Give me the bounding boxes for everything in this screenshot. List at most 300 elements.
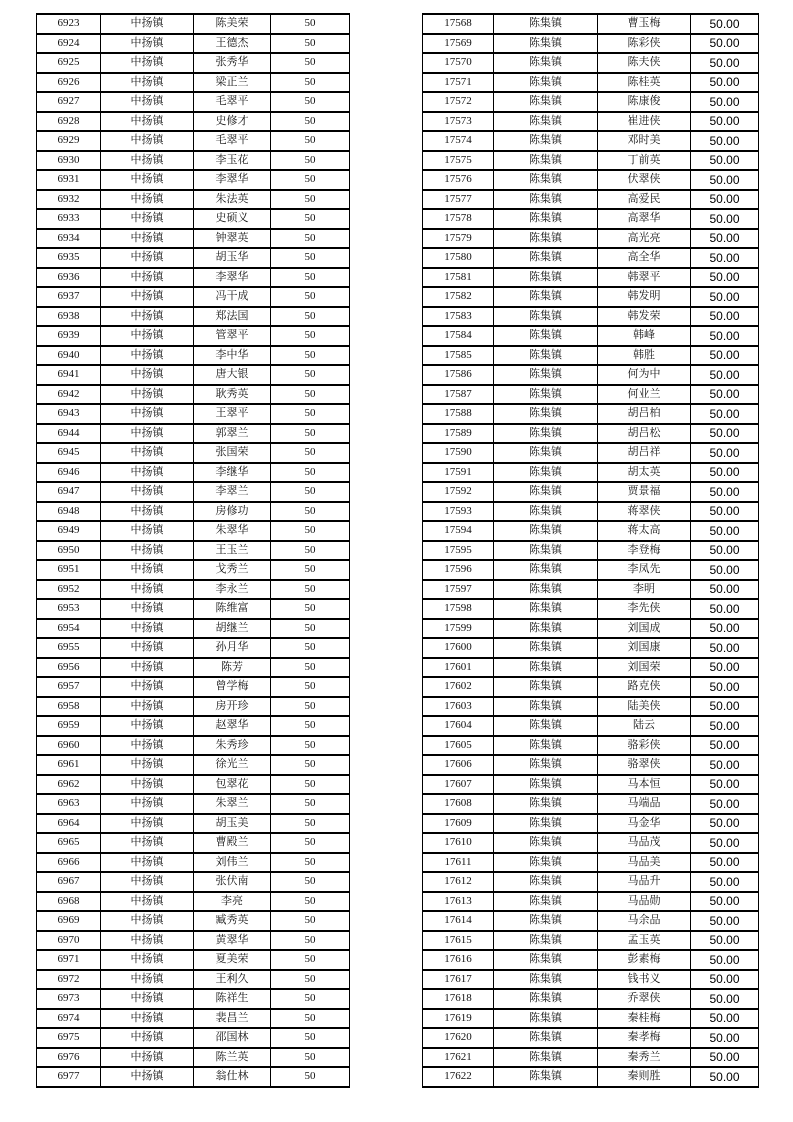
- cell-amount: 50.00: [691, 638, 759, 658]
- cell-id: 6964: [37, 814, 101, 834]
- cell-amount: 50: [271, 326, 350, 346]
- cell-town: 中扬镇: [101, 872, 194, 892]
- cell-name: 李翠华: [194, 268, 271, 288]
- cell-amount: 50.00: [691, 131, 759, 151]
- cell-amount: 50: [271, 833, 350, 853]
- cell-id: 17597: [423, 580, 494, 600]
- cell-amount: 50.00: [691, 794, 759, 814]
- cell-id: 6977: [37, 1067, 101, 1087]
- cell-amount: 50: [271, 658, 350, 678]
- cell-name: 邓时美: [598, 131, 691, 151]
- cell-name: 伏翠侠: [598, 170, 691, 190]
- cell-name: 李永兰: [194, 580, 271, 600]
- cell-id: 6944: [37, 424, 101, 444]
- cell-name: 胡吕松: [598, 424, 691, 444]
- cell-name: 马余品: [598, 911, 691, 931]
- cell-town: 中扬镇: [101, 73, 194, 93]
- cell-amount: 50.00: [691, 931, 759, 951]
- cell-amount: 50: [271, 229, 350, 249]
- cell-name: 朱翠华: [194, 521, 271, 541]
- table-row: [423, 853, 759, 873]
- table-row: [423, 560, 759, 580]
- cell-name: 毛翠平: [194, 131, 271, 151]
- cell-id: 17569: [423, 34, 494, 54]
- table-row: [423, 521, 759, 541]
- table-row: [423, 385, 759, 405]
- cell-id: 17622: [423, 1067, 494, 1087]
- table-row: [37, 697, 350, 717]
- cell-id: 6923: [37, 14, 101, 34]
- cell-town: 中扬镇: [101, 365, 194, 385]
- table-row: [37, 502, 350, 522]
- table-row: [423, 209, 759, 229]
- table-row: [37, 463, 350, 483]
- cell-amount: 50.00: [691, 560, 759, 580]
- cell-town: 陈集镇: [494, 112, 598, 132]
- cell-amount: 50.00: [691, 404, 759, 424]
- cell-name: 戈秀兰: [194, 560, 271, 580]
- table-row: [423, 248, 759, 268]
- cell-id: 6966: [37, 853, 101, 873]
- roster-table-right: [422, 13, 759, 1088]
- cell-name: 陈夫侠: [598, 53, 691, 73]
- cell-town: 中扬镇: [101, 736, 194, 756]
- table-row: [423, 580, 759, 600]
- table-row: [37, 658, 350, 678]
- cell-amount: 50.00: [691, 1048, 759, 1068]
- cell-name: 陈祥生: [194, 989, 271, 1009]
- cell-amount: 50.00: [691, 872, 759, 892]
- cell-town: 陈集镇: [494, 92, 598, 112]
- cell-town: 陈集镇: [494, 385, 598, 405]
- cell-amount: 50: [271, 560, 350, 580]
- table-row: [423, 1048, 759, 1068]
- cell-id: 17577: [423, 190, 494, 210]
- cell-amount: 50.00: [691, 385, 759, 405]
- table-row: [37, 872, 350, 892]
- table-row: [423, 170, 759, 190]
- cell-town: 陈集镇: [494, 287, 598, 307]
- cell-amount: 50.00: [691, 599, 759, 619]
- table-row: [37, 599, 350, 619]
- cell-town: 中扬镇: [101, 14, 194, 34]
- cell-town: 中扬镇: [101, 482, 194, 502]
- cell-amount: 50: [271, 365, 350, 385]
- cell-amount: 50.00: [691, 580, 759, 600]
- table-row: [37, 853, 350, 873]
- cell-name: 张秀华: [194, 53, 271, 73]
- cell-name: 李先侠: [598, 599, 691, 619]
- cell-town: 陈集镇: [494, 34, 598, 54]
- cell-name: 耿秀英: [194, 385, 271, 405]
- cell-town: 陈集镇: [494, 560, 598, 580]
- cell-town: 中扬镇: [101, 424, 194, 444]
- cell-amount: 50.00: [691, 112, 759, 132]
- cell-amount: 50: [271, 697, 350, 717]
- cell-town: 陈集镇: [494, 53, 598, 73]
- table-row: [37, 151, 350, 171]
- cell-amount: 50.00: [691, 443, 759, 463]
- cell-name: 蒋太高: [598, 521, 691, 541]
- cell-id: 6933: [37, 209, 101, 229]
- table-row: [423, 287, 759, 307]
- cell-town: 陈集镇: [494, 677, 598, 697]
- table-row: [37, 1048, 350, 1068]
- cell-name: 陆美侠: [598, 697, 691, 717]
- cell-town: 中扬镇: [101, 892, 194, 912]
- table-row: [37, 736, 350, 756]
- cell-amount: 50.00: [691, 502, 759, 522]
- table-row: [423, 502, 759, 522]
- cell-id: 6973: [37, 989, 101, 1009]
- roster-table-right-body: [423, 14, 759, 1087]
- cell-amount: 50: [271, 404, 350, 424]
- table-row: [37, 190, 350, 210]
- cell-id: 6976: [37, 1048, 101, 1068]
- cell-town: 中扬镇: [101, 463, 194, 483]
- cell-town: 陈集镇: [494, 599, 598, 619]
- cell-name: 陆云: [598, 716, 691, 736]
- cell-name: 何为中: [598, 365, 691, 385]
- table-row: [423, 463, 759, 483]
- cell-id: 17604: [423, 716, 494, 736]
- cell-id: 17574: [423, 131, 494, 151]
- table-row: [423, 404, 759, 424]
- cell-name: 秦秀兰: [598, 1048, 691, 1068]
- cell-id: 17617: [423, 970, 494, 990]
- table-row: [423, 794, 759, 814]
- cell-town: 中扬镇: [101, 131, 194, 151]
- table-row: [423, 697, 759, 717]
- table-row: [37, 346, 350, 366]
- cell-name: 王翠平: [194, 404, 271, 424]
- table-row: [37, 794, 350, 814]
- cell-town: 陈集镇: [494, 658, 598, 678]
- table-row: [423, 814, 759, 834]
- cell-town: 中扬镇: [101, 697, 194, 717]
- cell-amount: 50: [271, 463, 350, 483]
- cell-town: 中扬镇: [101, 326, 194, 346]
- cell-town: 中扬镇: [101, 638, 194, 658]
- cell-town: 陈集镇: [494, 307, 598, 327]
- cell-id: 6956: [37, 658, 101, 678]
- cell-name: 彭素梅: [598, 950, 691, 970]
- cell-amount: 50.00: [691, 190, 759, 210]
- cell-id: 6958: [37, 697, 101, 717]
- cell-amount: 50.00: [691, 92, 759, 112]
- cell-amount: 50.00: [691, 677, 759, 697]
- cell-id: 6942: [37, 385, 101, 405]
- cell-name: 李凤先: [598, 560, 691, 580]
- table-row: [423, 872, 759, 892]
- cell-amount: 50: [271, 521, 350, 541]
- cell-town: 陈集镇: [494, 580, 598, 600]
- cell-name: 陈芳: [194, 658, 271, 678]
- cell-name: 刘国成: [598, 619, 691, 639]
- cell-amount: 50: [271, 190, 350, 210]
- cell-amount: 50.00: [691, 463, 759, 483]
- cell-id: 17579: [423, 229, 494, 249]
- cell-name: 房开珍: [194, 697, 271, 717]
- cell-name: 何业兰: [598, 385, 691, 405]
- cell-town: 陈集镇: [494, 1028, 598, 1048]
- cell-amount: 50: [271, 92, 350, 112]
- cell-name: 胡玉华: [194, 248, 271, 268]
- cell-id: 6925: [37, 53, 101, 73]
- cell-amount: 50: [271, 1048, 350, 1068]
- cell-town: 中扬镇: [101, 970, 194, 990]
- cell-id: 17601: [423, 658, 494, 678]
- cell-id: 17575: [423, 151, 494, 171]
- table-row: [423, 950, 759, 970]
- cell-town: 中扬镇: [101, 560, 194, 580]
- table-row: [37, 131, 350, 151]
- cell-town: 中扬镇: [101, 34, 194, 54]
- cell-id: 17588: [423, 404, 494, 424]
- cell-name: 包翠花: [194, 775, 271, 795]
- table-row: [37, 209, 350, 229]
- cell-town: 陈集镇: [494, 697, 598, 717]
- cell-id: 17595: [423, 541, 494, 561]
- table-row: [37, 560, 350, 580]
- cell-name: 韩胜: [598, 346, 691, 366]
- cell-id: 6927: [37, 92, 101, 112]
- table-row: [423, 1067, 759, 1087]
- cell-name: 王玉兰: [194, 541, 271, 561]
- cell-id: 17600: [423, 638, 494, 658]
- cell-amount: 50: [271, 131, 350, 151]
- cell-id: 6939: [37, 326, 101, 346]
- cell-name: 李中华: [194, 346, 271, 366]
- cell-town: 中扬镇: [101, 989, 194, 1009]
- cell-name: 钟翠英: [194, 229, 271, 249]
- cell-amount: 50: [271, 307, 350, 327]
- cell-name: 秦孝梅: [598, 1028, 691, 1048]
- cell-name: 黄翠华: [194, 931, 271, 951]
- table-row: [423, 112, 759, 132]
- cell-amount: 50.00: [691, 209, 759, 229]
- cell-town: 中扬镇: [101, 404, 194, 424]
- cell-name: 陈康俊: [598, 92, 691, 112]
- cell-amount: 50: [271, 638, 350, 658]
- table-row: [37, 365, 350, 385]
- cell-amount: 50.00: [691, 736, 759, 756]
- cell-name: 朱秀珍: [194, 736, 271, 756]
- cell-name: 高爱民: [598, 190, 691, 210]
- cell-name: 骆彩侠: [598, 736, 691, 756]
- cell-id: 17591: [423, 463, 494, 483]
- cell-name: 郑法国: [194, 307, 271, 327]
- cell-name: 胡继兰: [194, 619, 271, 639]
- cell-amount: 50.00: [691, 1067, 759, 1087]
- cell-amount: 50: [271, 736, 350, 756]
- table-row: [423, 931, 759, 951]
- table-row: [423, 775, 759, 795]
- cell-name: 刘国康: [598, 638, 691, 658]
- cell-id: 17607: [423, 775, 494, 795]
- cell-amount: 50.00: [691, 307, 759, 327]
- cell-name: 翁仕林: [194, 1067, 271, 1087]
- cell-town: 陈集镇: [494, 326, 598, 346]
- cell-amount: 50: [271, 541, 350, 561]
- table-row: [423, 911, 759, 931]
- cell-id: 6961: [37, 755, 101, 775]
- cell-id: 6941: [37, 365, 101, 385]
- table-row: [423, 229, 759, 249]
- table-row: [423, 73, 759, 93]
- cell-town: 陈集镇: [494, 872, 598, 892]
- cell-amount: 50.00: [691, 170, 759, 190]
- cell-id: 17593: [423, 502, 494, 522]
- cell-id: 6953: [37, 599, 101, 619]
- cell-id: 17584: [423, 326, 494, 346]
- cell-id: 17581: [423, 268, 494, 288]
- cell-name: 李翠兰: [194, 482, 271, 502]
- cell-amount: 50: [271, 716, 350, 736]
- cell-id: 17609: [423, 814, 494, 834]
- cell-id: 6955: [37, 638, 101, 658]
- cell-town: 陈集镇: [494, 775, 598, 795]
- cell-town: 中扬镇: [101, 385, 194, 405]
- cell-name: 胡太英: [598, 463, 691, 483]
- cell-amount: 50: [271, 112, 350, 132]
- cell-amount: 50: [271, 151, 350, 171]
- cell-amount: 50: [271, 482, 350, 502]
- cell-id: 6950: [37, 541, 101, 561]
- table-row: [37, 541, 350, 561]
- cell-id: 17619: [423, 1009, 494, 1029]
- cell-town: 陈集镇: [494, 502, 598, 522]
- table-row: [37, 892, 350, 912]
- table-row: [37, 424, 350, 444]
- cell-amount: 50: [271, 814, 350, 834]
- cell-amount: 50: [271, 170, 350, 190]
- cell-name: 马品美: [598, 853, 691, 873]
- cell-name: 史修才: [194, 112, 271, 132]
- cell-amount: 50.00: [691, 989, 759, 1009]
- cell-id: 6928: [37, 112, 101, 132]
- table-row: [37, 580, 350, 600]
- cell-name: 马品升: [598, 872, 691, 892]
- cell-id: 6952: [37, 580, 101, 600]
- table-row: [37, 755, 350, 775]
- cell-id: 6948: [37, 502, 101, 522]
- cell-amount: 50.00: [691, 950, 759, 970]
- cell-amount: 50.00: [691, 248, 759, 268]
- cell-town: 中扬镇: [101, 1009, 194, 1029]
- cell-amount: 50.00: [691, 775, 759, 795]
- cell-id: 6963: [37, 794, 101, 814]
- cell-id: 17568: [423, 14, 494, 34]
- cell-id: 17576: [423, 170, 494, 190]
- cell-id: 17586: [423, 365, 494, 385]
- cell-id: 6934: [37, 229, 101, 249]
- cell-name: 曾学梅: [194, 677, 271, 697]
- cell-id: 17583: [423, 307, 494, 327]
- cell-amount: 50: [271, 287, 350, 307]
- cell-name: 徐光兰: [194, 755, 271, 775]
- cell-town: 中扬镇: [101, 209, 194, 229]
- table-row: [423, 92, 759, 112]
- cell-name: 张国荣: [194, 443, 271, 463]
- cell-name: 崔进侠: [598, 112, 691, 132]
- cell-town: 中扬镇: [101, 775, 194, 795]
- roster-table-left: [36, 13, 350, 1088]
- cell-amount: 50: [271, 911, 350, 931]
- cell-amount: 50.00: [691, 911, 759, 931]
- cell-id: 6970: [37, 931, 101, 951]
- cell-id: 6949: [37, 521, 101, 541]
- cell-id: 6969: [37, 911, 101, 931]
- cell-amount: 50: [271, 14, 350, 34]
- cell-amount: 50: [271, 443, 350, 463]
- cell-name: 路克侠: [598, 677, 691, 697]
- table-row: [423, 53, 759, 73]
- cell-town: 陈集镇: [494, 131, 598, 151]
- cell-name: 毛翠平: [194, 92, 271, 112]
- table-row: [423, 307, 759, 327]
- cell-name: 李明: [598, 580, 691, 600]
- table-row: [423, 989, 759, 1009]
- cell-id: 6924: [37, 34, 101, 54]
- cell-amount: 50.00: [691, 658, 759, 678]
- cell-id: 6926: [37, 73, 101, 93]
- table-row: [423, 151, 759, 171]
- cell-id: 17614: [423, 911, 494, 931]
- cell-id: 17578: [423, 209, 494, 229]
- cell-town: 陈集镇: [494, 833, 598, 853]
- table-row: [423, 736, 759, 756]
- cell-id: 6943: [37, 404, 101, 424]
- cell-name: 管翠平: [194, 326, 271, 346]
- cell-town: 陈集镇: [494, 521, 598, 541]
- cell-town: 陈集镇: [494, 443, 598, 463]
- table-row: [423, 365, 759, 385]
- cell-amount: 50.00: [691, 541, 759, 561]
- table-row: [423, 190, 759, 210]
- cell-id: 6931: [37, 170, 101, 190]
- table-row: [423, 1028, 759, 1048]
- cell-name: 李翠华: [194, 170, 271, 190]
- cell-amount: 50.00: [691, 619, 759, 639]
- cell-name: 史硕义: [194, 209, 271, 229]
- table-row: [423, 599, 759, 619]
- cell-id: 6940: [37, 346, 101, 366]
- cell-amount: 50.00: [691, 53, 759, 73]
- cell-amount: 50: [271, 580, 350, 600]
- cell-name: 胡吕柏: [598, 404, 691, 424]
- cell-amount: 50: [271, 892, 350, 912]
- cell-id: 17596: [423, 560, 494, 580]
- cell-amount: 50.00: [691, 697, 759, 717]
- cell-name: 丁前英: [598, 151, 691, 171]
- table-row: [37, 385, 350, 405]
- cell-id: 17594: [423, 521, 494, 541]
- cell-name: 曹玉梅: [598, 14, 691, 34]
- cell-amount: 50: [271, 1067, 350, 1087]
- cell-id: 17587: [423, 385, 494, 405]
- table-row: [423, 268, 759, 288]
- cell-town: 中扬镇: [101, 190, 194, 210]
- cell-id: 17585: [423, 346, 494, 366]
- cell-town: 陈集镇: [494, 14, 598, 34]
- cell-town: 陈集镇: [494, 404, 598, 424]
- table-row: [37, 989, 350, 1009]
- cell-town: 中扬镇: [101, 794, 194, 814]
- cell-name: 李继华: [194, 463, 271, 483]
- cell-amount: 50.00: [691, 892, 759, 912]
- table-row: [37, 170, 350, 190]
